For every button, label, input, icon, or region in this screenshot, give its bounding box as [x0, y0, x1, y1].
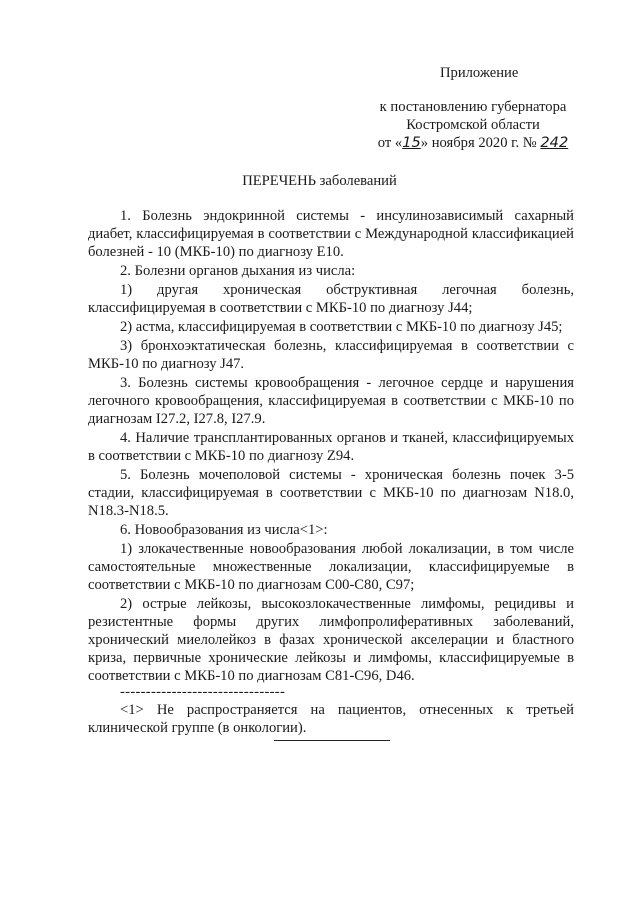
- date-prefix: от «: [377, 135, 403, 151]
- decree-date-line: [368, 134, 578, 152]
- paragraph: 6. Новообразования из числа<1>:: [120, 522, 328, 538]
- decree-reference: [368, 98, 578, 152]
- paragraph: 5. Болезнь мочеполовой системы - хроническая болезнь почек 3-5 стадии, классифицируемая в соответствии с МКБ-10 по диагнозам N18.0, N18.3-N18.5.: [88, 467, 574, 519]
- paragraph: 1) другая хроническая обструктивная легочная болезнь, классифицируемая в соответствии с МКБ-10 по диагнозу J44;: [88, 282, 574, 316]
- paragraph: 1. Болезнь эндокринной системы - инсулинозависимый сахарный диабет, классифицируемая в соответствии с Международной классификацией болезней - 10 (МКБ-10) по диагнозу Е10.: [88, 208, 574, 260]
- date-middle: » ноября 2020 г. №: [420, 135, 537, 151]
- paragraph: 3. Болезнь системы кровообращения - легочное сердце и нарушения легочного кровообращения, классифицируемая в соответствии с МКБ-10 по диагнозам I27.2, I27.8, I27.9.: [88, 375, 574, 427]
- footnote: <1> Не распространяется на пациентов, отнесенных к третьей клинической группе (в онкологии).: [88, 702, 574, 736]
- document-title: ПЕРЕЧЕНЬ заболеваний: [242, 173, 397, 189]
- document-body: [88, 207, 574, 737]
- decree-line-2: Костромской области: [406, 117, 540, 133]
- handwritten-number: 242: [540, 134, 569, 151]
- end-divider: [274, 740, 390, 741]
- appendix-label: Приложение: [440, 65, 519, 81]
- paragraph: 2. Болезни органов дыхания из числа:: [120, 263, 356, 279]
- decree-line-1: к постановлению губернатора: [379, 99, 567, 115]
- paragraph: 2) острые лейкозы, высокозлокачественные лимфомы, рецидивы и резистентные формы других лимфопролиферативных заболеваний, хронический миелолейкоз в фазах хронической акселерации и бластного криза, первичные хронические лейкозы и лимфомы, классифицируемые в соответствии с МКБ-10 по диагнозам С81-С96, D46.: [88, 596, 574, 684]
- footnote-separator: --------------------------------: [120, 684, 286, 700]
- paragraph: 1) злокачественные новообразования любой локализации, в том числе самостоятельные множественные локализации, классифицируемые в соответствии с МКБ-10 по диагнозам С00-С80, С97;: [88, 541, 574, 593]
- paragraph: 4. Наличие трансплантированных органов и тканей, классифицируемых в соответствии с МКБ-10 по диагнозу Z94.: [88, 430, 574, 464]
- handwritten-day: 15: [402, 134, 421, 151]
- paragraph: 2) астма, классифицируемая в соответствии с МКБ-10 по диагнозу J45;: [120, 319, 563, 335]
- paragraph: 3) бронхоэктатическая болезнь, классифицируемая в соответствии с МКБ-10 по диагнозу J47.: [88, 338, 574, 372]
